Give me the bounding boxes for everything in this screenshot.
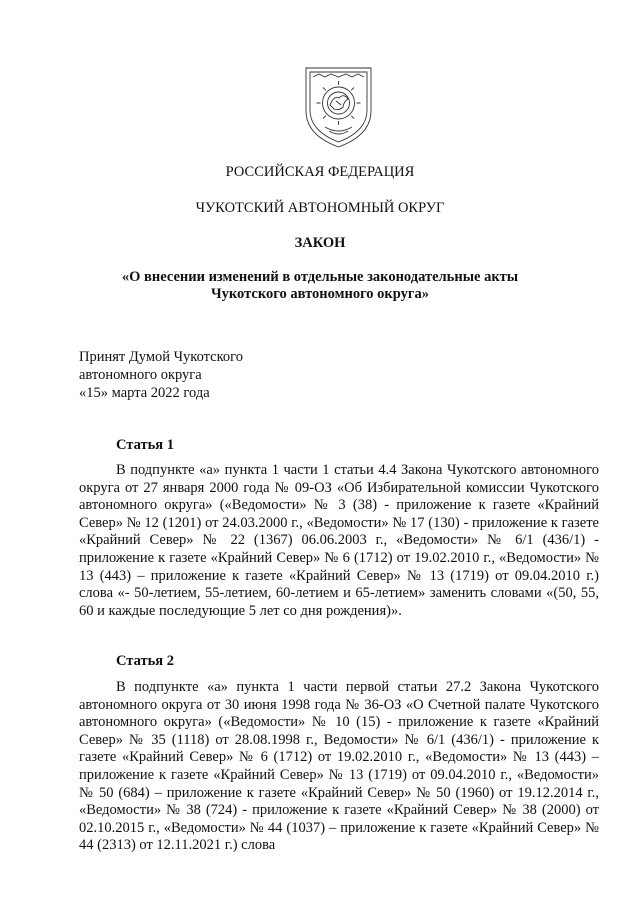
document-type: ЗАКОН <box>294 235 346 251</box>
region-name: ЧУКОТСКИЙ АВТОНОМНЫЙ ОКРУГ <box>195 200 445 216</box>
law-title-line-2: Чукотского автономного округа» <box>211 286 429 302</box>
article-1-heading: Статья 1 <box>116 437 174 453</box>
article-2-text: В подпункте «а» пункта 1 части первой статьи 27.2 Закона Чукотского автономного округа от 30 июня 1998 года № 36-ОЗ «О Счетной палате Чукотского автономного округа» («Ведомости» № 10 (15) - приложение к газете «Крайний Север» № 35 (1118) от 28.08.1998 г., Ведомости» № 6/1 (436/1) - приложение к газете «Крайний Север» № 6 (1712) от 19.02.2010 г., «Ведомости» № 13 (443) – приложение к газете «Крайний Север» № 13 (1719) от 09.04.2010 г., «Ведомости» № 50 (684) – приложение к газете «Крайний Север» № 50 (1960) от 19.12.2014 г., «Ведомости» № 38 (724) - приложение к газете «Крайний Север» № 38 (2000) от 02.10.2015 г., «Ведомости» № 44 (1037) – приложение к газете «Крайний Север» № 44 (2313) от 12.11.2021 г.) слова <box>79 679 599 854</box>
country-name: РОССИЙСКАЯ ФЕДЕРАЦИЯ <box>225 164 415 180</box>
adopted-line-2: автономного округа <box>79 367 202 383</box>
adopted-line-1: Принят Думой Чукотского <box>79 349 244 365</box>
law-title-line-1: «О внесении изменений в отдельные законодательные акты <box>121 269 519 285</box>
article-2-heading: Статья 2 <box>116 653 174 669</box>
article-1-text: В подпункте «а» пункта 1 части 1 статьи 4.4 Закона Чукотского автономного округа от 27 января 2000 года № 09-ОЗ «Об Избирательной комиссии Чукотского автономного округа» («Ведомости» № 3 (38) - приложение к газете «Крайний Север» № 12 (1201) от 24.03.2000 г., «Ведомости» № 17 (130) - приложение к газете «Крайний Север» № 22 (1367) 06.06.2003 г., «Ведомости» № 6/1 (436/1) - приложение к газете «Крайний Север» № 6 (1712) от 19.02.2010 г., «Ведомости» № 13 (443) – приложение к газете «Крайний Север» № 13 (1719) от 09.04.2010 г.) слова «- 50-летием, 55-летием, 60-летием и 65-летием» заменить словами «(50, 55, 60 и каждые последующие 5 лет со дня рождения)». <box>79 462 599 619</box>
coat-of-arms-icon <box>303 65 374 150</box>
adopted-date: «15» марта 2022 года <box>79 385 210 401</box>
